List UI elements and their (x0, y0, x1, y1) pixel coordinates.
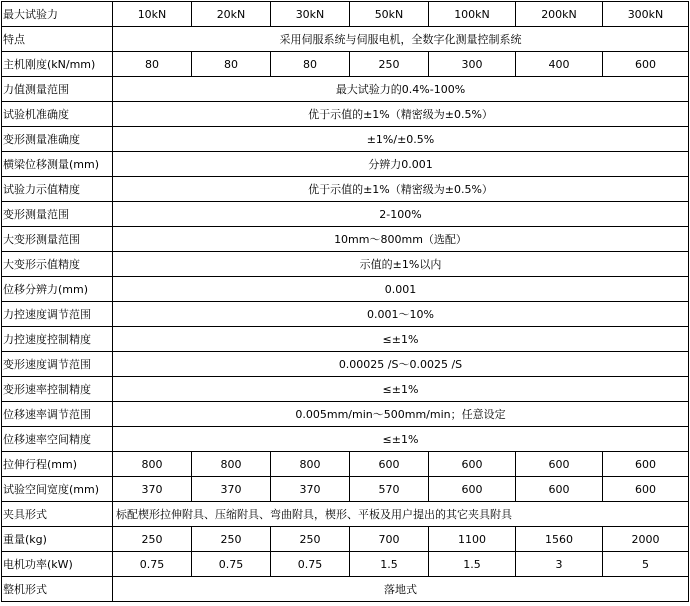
row-label: 主机刚度(kN/mm) (2, 52, 113, 77)
table-cell: 370 (192, 477, 271, 502)
table-cell: 250 (271, 527, 350, 552)
table-row (2, 27, 689, 52)
row-label: 大变形测量范围 (2, 227, 113, 252)
table-row (2, 227, 689, 252)
spanned-cell: ≤±1% (113, 377, 689, 402)
row-label: 力控速度控制精度 (2, 327, 113, 352)
table-cell: 0.75 (192, 552, 271, 577)
table-row (2, 102, 689, 127)
table-row (2, 277, 689, 302)
row-label: 位移速率空间精度 (2, 427, 113, 452)
row-label: 电机功率(kW) (2, 552, 113, 577)
row-label: 位移速率调节范围 (2, 402, 113, 427)
header-cell: 30kN (271, 2, 350, 27)
table-cell: 250 (113, 527, 192, 552)
row-label: 横梁位移测量(mm) (2, 152, 113, 177)
table-row (2, 377, 689, 402)
table-cell: 600 (516, 477, 603, 502)
spanned-cell: 优于示值的±1%（精密级为±0.5%） (113, 102, 689, 127)
row-label: 特点 (2, 27, 113, 52)
row-label: 变形测量范围 (2, 202, 113, 227)
table-cell: 2000 (603, 527, 689, 552)
spanned-cell: 最大试验力的0.4%-100% (113, 77, 689, 102)
table-row (2, 202, 689, 227)
header-cell: 20kN (192, 2, 271, 27)
table-cell: 600 (603, 452, 689, 477)
spanned-cell: ≤±1% (113, 327, 689, 352)
table-row (2, 577, 689, 602)
spanned-cell: 标配楔形拉伸附具、压缩附具、弯曲附具，楔形、平板及用户提出的其它夹具附具 (113, 502, 689, 527)
table-cell: 1.5 (350, 552, 429, 577)
table-cell: 80 (113, 52, 192, 77)
spanned-cell: 0.001～10% (113, 302, 689, 327)
table-row (2, 527, 689, 552)
row-label: 最大试验力 (2, 2, 113, 27)
header-cell: 200kN (516, 2, 603, 27)
table-cell: 80 (192, 52, 271, 77)
table-cell: 800 (271, 452, 350, 477)
row-label: 力控速度调节范围 (2, 302, 113, 327)
row-label: 整机形式 (2, 577, 113, 602)
table-cell: 800 (113, 452, 192, 477)
header-cell: 100kN (429, 2, 516, 27)
table-cell: 800 (192, 452, 271, 477)
spanned-cell: 优于示值的±1%（精密级为±0.5%） (113, 177, 689, 202)
spanned-cell: 2-100% (113, 202, 689, 227)
table-cell: 700 (350, 527, 429, 552)
spanned-cell: ±1%/±0.5% (113, 127, 689, 152)
spanned-cell: 10mm～800mm（选配） (113, 227, 689, 252)
spanned-cell: 0.005mm/min～500mm/min；任意设定 (113, 402, 689, 427)
header-cell: 50kN (350, 2, 429, 27)
row-label: 力值测量范围 (2, 77, 113, 102)
spanned-cell: 分辨力0.001 (113, 152, 689, 177)
spanned-cell: 示值的±1%以内 (113, 252, 689, 277)
table-cell: 300 (429, 52, 516, 77)
table-row (2, 77, 689, 102)
spec-table-body (2, 2, 689, 602)
spec-table (1, 1, 689, 602)
spanned-cell: ≤±1% (113, 427, 689, 452)
table-row (2, 552, 689, 577)
table-row (2, 177, 689, 202)
table-cell: 600 (429, 477, 516, 502)
row-label: 试验空间宽度(mm) (2, 477, 113, 502)
table-cell: 0.75 (113, 552, 192, 577)
table-row (2, 502, 689, 527)
row-label: 变形速率控制精度 (2, 377, 113, 402)
table-row (2, 152, 689, 177)
table-cell: 370 (113, 477, 192, 502)
table-row (2, 127, 689, 152)
table-cell: 570 (350, 477, 429, 502)
table-cell: 0.75 (271, 552, 350, 577)
table-cell: 1560 (516, 527, 603, 552)
table-cell: 1.5 (429, 552, 516, 577)
table-cell: 3 (516, 552, 603, 577)
table-row (2, 427, 689, 452)
table-row (2, 52, 689, 77)
spanned-cell: 0.00025 /S～0.0025 /S (113, 352, 689, 377)
row-label: 重量(kg) (2, 527, 113, 552)
table-cell: 600 (516, 452, 603, 477)
row-label: 大变形示值精度 (2, 252, 113, 277)
table-cell: 600 (350, 452, 429, 477)
table-cell: 5 (603, 552, 689, 577)
row-label: 夹具形式 (2, 502, 113, 527)
table-row (2, 402, 689, 427)
table-row (2, 302, 689, 327)
spanned-cell: 0.001 (113, 277, 689, 302)
spanned-cell: 落地式 (113, 577, 689, 602)
table-row (2, 452, 689, 477)
table-row (2, 327, 689, 352)
spanned-cell: 采用伺服系统与伺服电机，全数字化测量控制系统 (113, 27, 689, 52)
row-label: 变形测量准确度 (2, 127, 113, 152)
table-cell: 370 (271, 477, 350, 502)
table-cell: 250 (192, 527, 271, 552)
table-cell: 80 (271, 52, 350, 77)
table-row (2, 477, 689, 502)
row-label: 位移分辨力(mm) (2, 277, 113, 302)
table-cell: 1100 (429, 527, 516, 552)
table-row (2, 352, 689, 377)
table-header-row (2, 2, 689, 27)
table-cell: 600 (603, 477, 689, 502)
table-cell: 400 (516, 52, 603, 77)
row-label: 拉伸行程(mm) (2, 452, 113, 477)
table-cell: 250 (350, 52, 429, 77)
header-cell: 300kN (603, 2, 689, 27)
table-cell: 600 (603, 52, 689, 77)
table-row (2, 252, 689, 277)
header-cell: 10kN (113, 2, 192, 27)
row-label: 变形速度调节范围 (2, 352, 113, 377)
table-cell: 600 (429, 452, 516, 477)
row-label: 试验力示值精度 (2, 177, 113, 202)
row-label: 试验机准确度 (2, 102, 113, 127)
